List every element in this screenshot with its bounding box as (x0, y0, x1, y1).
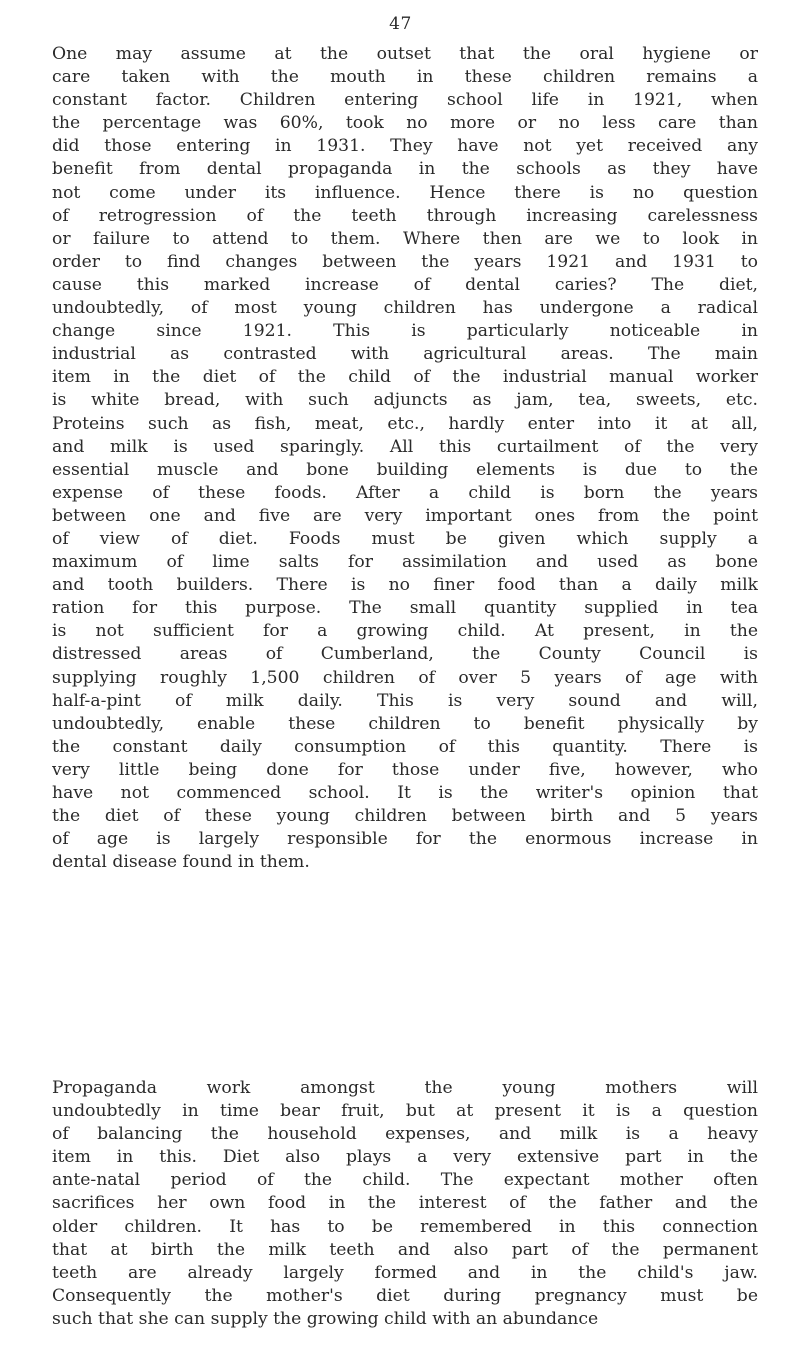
text-line: care taken with the mouth in these children remains a (52, 67, 758, 88)
text-line: item in the diet of the child of the industrial manual worker (52, 367, 758, 388)
text-line: item in this. Diet also plays a very extensive part in the (52, 1147, 758, 1168)
text-line: ration for this purpose. The small quantity supplied in tea (52, 598, 758, 619)
text-line: the constant daily consumption of this quantity. There is (52, 736, 758, 757)
text-line: benefit from dental propaganda in the schools as they have (52, 159, 758, 180)
text-line: expense of these foods. After a child is born the years (52, 482, 758, 503)
text-line: essential muscle and bone building elements is due to the (52, 459, 758, 480)
text-line: distressed areas of Cumberland, the County Council is (52, 644, 758, 665)
text-line: have not commenced school. It is the writer's opinion that (52, 783, 758, 803)
text-line: between one and five are very important ones from the point (52, 505, 758, 526)
text-line: the percentage was 60%, took no more or no less care than (52, 113, 758, 134)
text-line: very little being done for those under five, however, who (52, 759, 758, 780)
text-line: change since 1921. This is particularly noticeable in (52, 321, 758, 342)
text-line: of view of diet. Foods must be given which supply a (52, 528, 758, 549)
text-line: did those entering in 1931. They have not yet received any (52, 136, 758, 157)
text-line: industrial as contrasted with agricultural areas. The main (52, 344, 758, 365)
text-line: undoubtedly, of most young children has undergone a radical (52, 298, 758, 319)
text-line: Proteins such as fish, meat, etc., hardly enter into it at all, (52, 413, 758, 434)
text-line: and milk is used sparingly. All this curtailment of the very (52, 436, 758, 457)
text-line: cause this marked increase of dental caries? The diet, (52, 274, 758, 295)
text-line: ante-natal period of the child. The expectant mother often (52, 1170, 758, 1191)
text-line: such that she can supply the growing child with an abundance (52, 1308, 599, 1329)
text-line: of retrogression of the teeth through increasing carelessness (52, 205, 758, 226)
text-line: is white bread, with such adjuncts as jam, tea, sweets, etc. (52, 390, 758, 411)
text-line: undoubtedly in time bear fruit, but at present it is a question (52, 1101, 758, 1122)
text-line: or failure to attend to them. Where then are we to look in (52, 228, 758, 249)
text-line: is not sufficient for a growing child. At present, in the (52, 621, 758, 642)
text-line: not come under its influence. Hence there is no question (52, 182, 758, 203)
text-line: the diet of these young children between birth and 5 years (52, 806, 758, 827)
paragraph-propaganda (52, 1077, 758, 1331)
text-line: maximum of lime salts for assimilation and used as bone (52, 552, 758, 573)
text-line: supplying roughly 1,500 children of over 5 years of age with (52, 667, 758, 688)
text-line: older children. It has to be remembered in this connection (52, 1216, 758, 1237)
text-line: of age is largely responsible for the enormous increase in (52, 829, 758, 850)
paragraph-dental-caries (52, 43, 758, 874)
text-line: that at birth the milk teeth and also part of the permanent (52, 1239, 758, 1260)
text-line: undoubtedly, enable these children to benefit physically by (52, 713, 758, 734)
text-line: constant factor. Children entering school life in 1921, when (52, 90, 758, 111)
text-line: sacrifices her own food in the interest of the father and the (52, 1193, 758, 1214)
text-line: One may assume at the outset that the oral hygiene or (52, 44, 758, 64)
text-line: of balancing the household expenses, and milk is a heavy (52, 1124, 758, 1145)
text-line: teeth are already largely formed and in the child's jaw. (52, 1262, 758, 1283)
text-line: Consequently the mother's diet during pregnancy must be (52, 1285, 758, 1306)
text-line: dental disease found in them. (52, 852, 310, 873)
text-line: order to find changes between the years 1921 and 1931 to (52, 251, 758, 272)
text-line: and tooth builders. There is no finer food than a daily milk (52, 575, 758, 596)
page-number: 47 (389, 14, 412, 34)
text-line: half-a-pint of milk daily. This is very sound and will, (52, 690, 758, 711)
text-line: Propaganda work amongst the young mothers will (52, 1078, 758, 1098)
